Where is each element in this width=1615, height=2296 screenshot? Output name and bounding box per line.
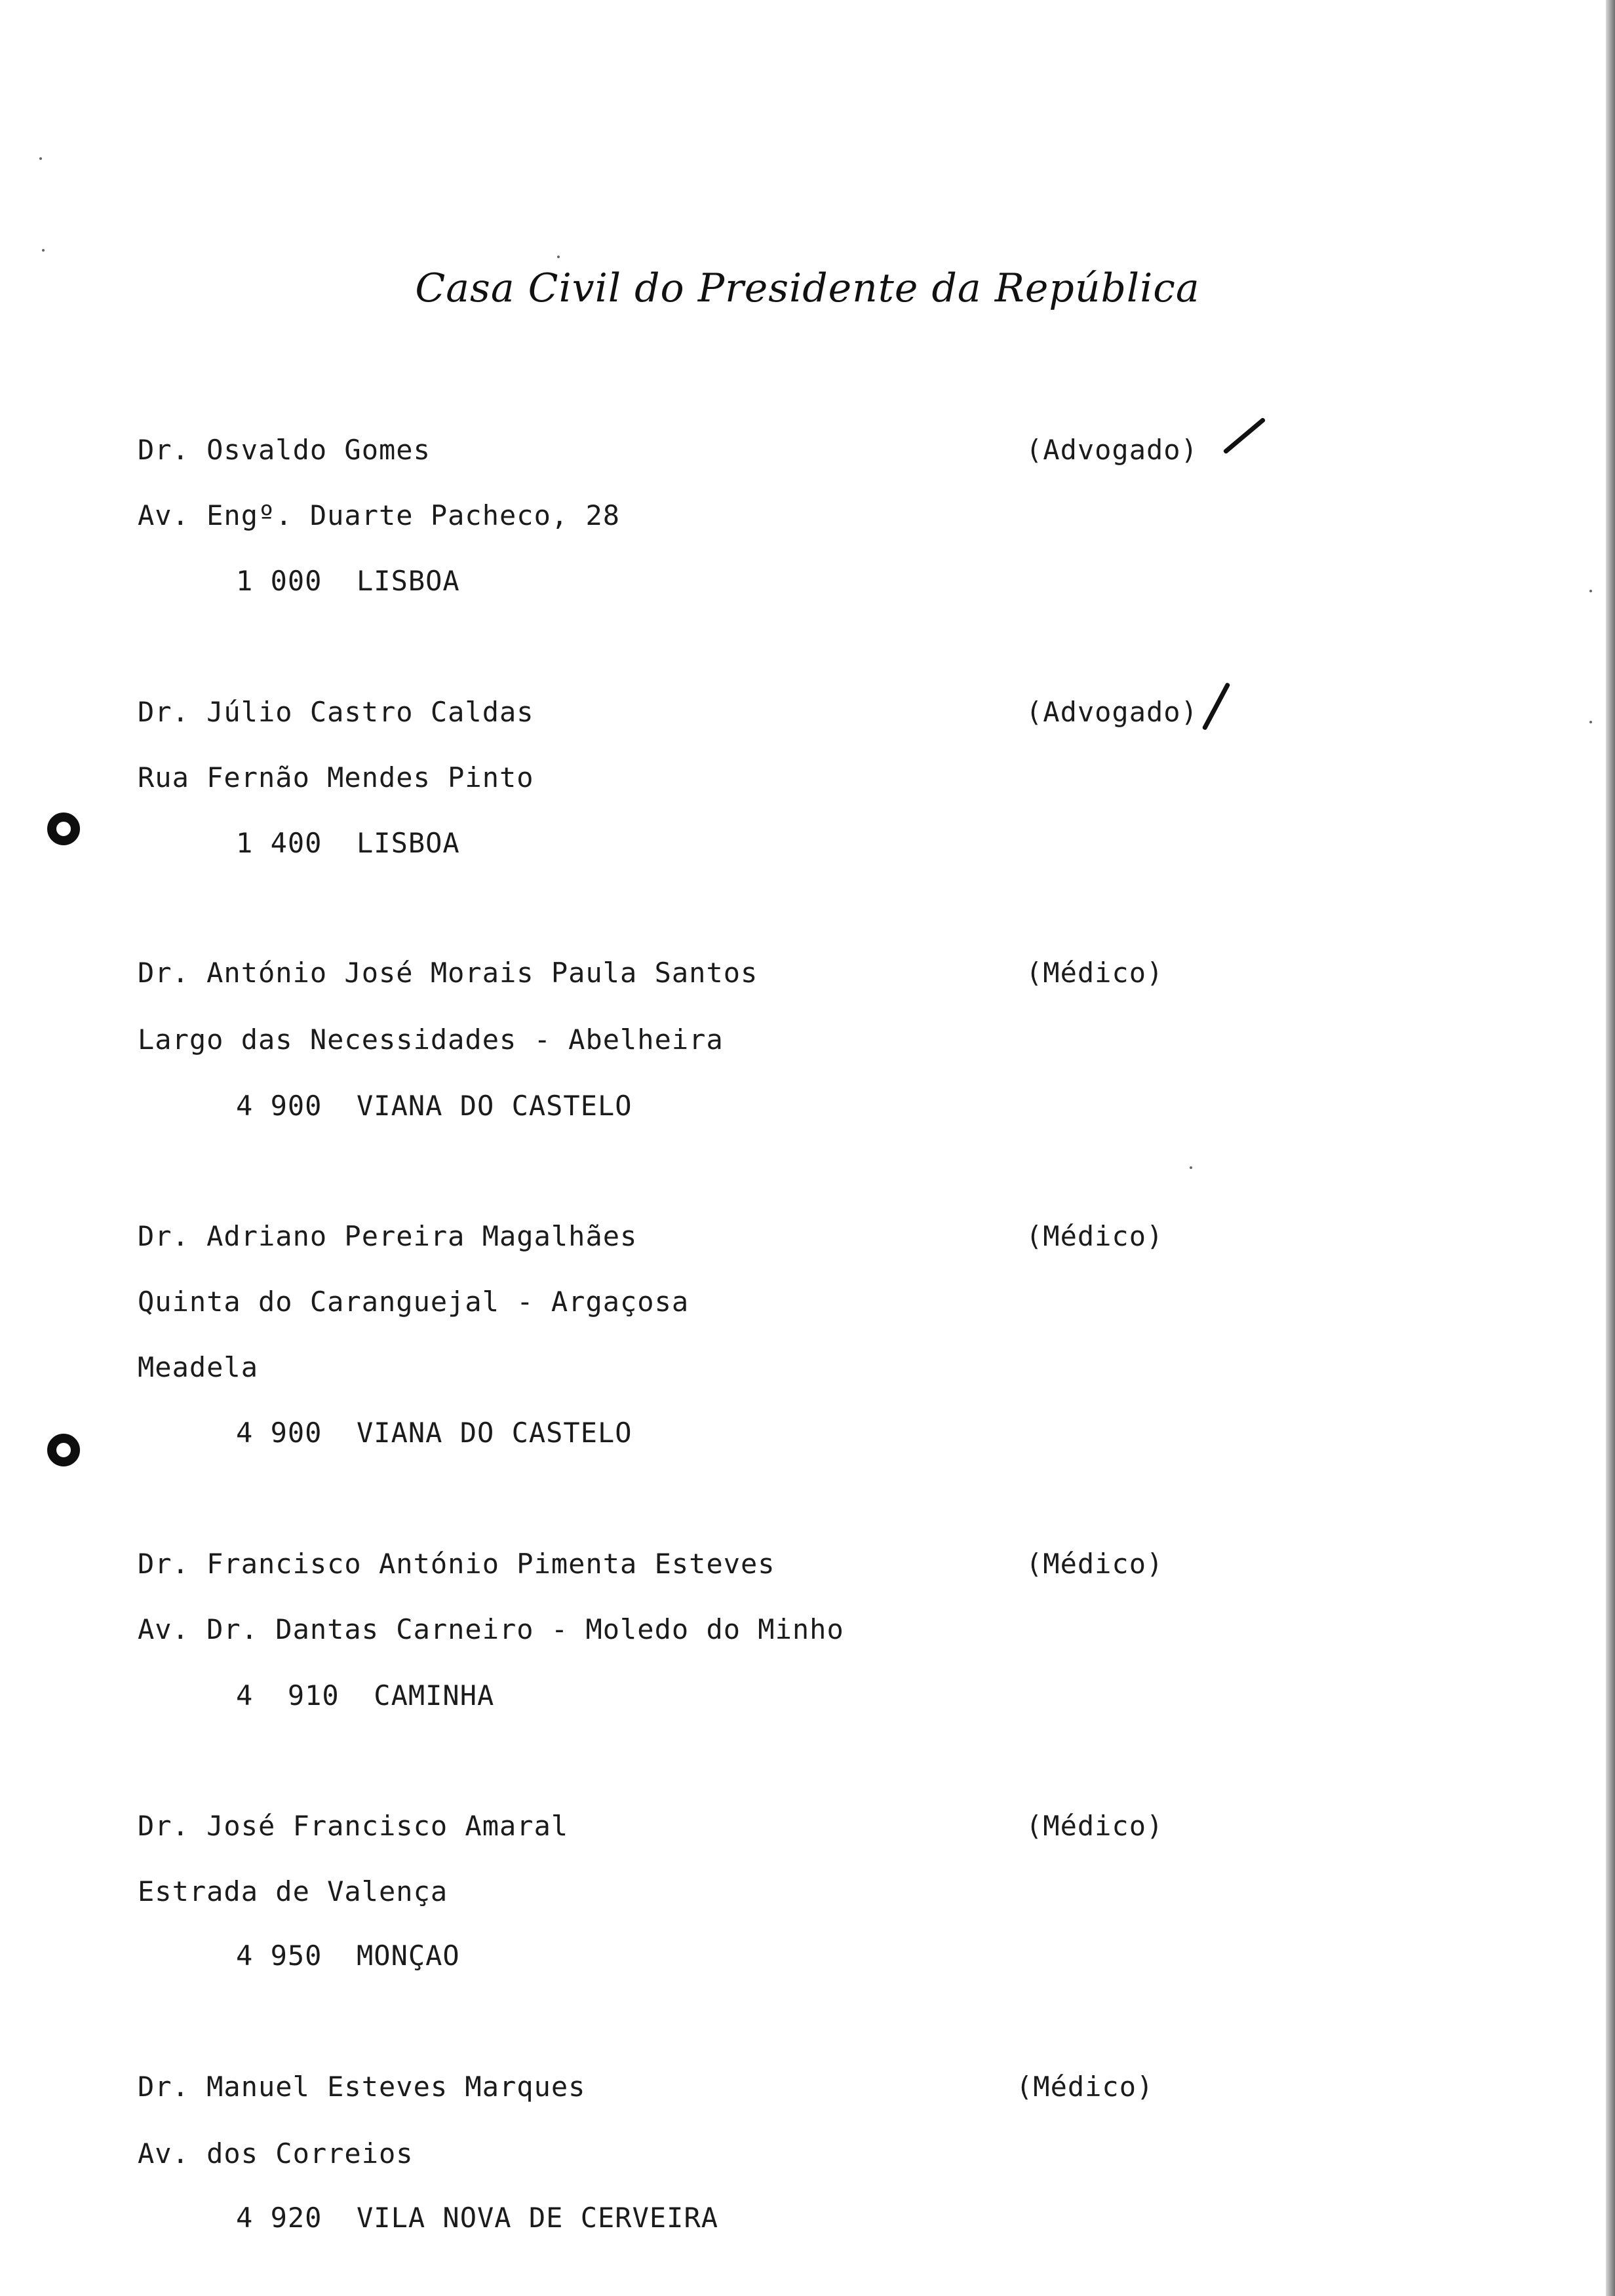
entry-city: 1 400 LISBOA: [236, 827, 460, 859]
entry-profession: (Advogado): [1026, 434, 1198, 466]
entry-address-line: Largo das Necessidades - Abelheira: [138, 1024, 724, 1056]
entry-city: 4 910 CAMINHA: [236, 1679, 495, 1712]
check-mark-icon: [1223, 417, 1266, 455]
entry-name: Dr. Osvaldo Gomes: [138, 434, 431, 466]
scan-speck: [1589, 590, 1592, 592]
entry-address-line: Av. Dr. Dantas Carneiro - Moledo do Minho: [138, 1613, 844, 1645]
punch-hole: [47, 813, 80, 845]
check-mark-icon: [1202, 682, 1231, 731]
entry-name: Dr. Francisco António Pimenta Esteves: [138, 1548, 775, 1580]
letterhead-title: Casa Civil do Presidente da República: [415, 265, 1200, 311]
entry-city: 4 950 MONÇAO: [236, 1940, 460, 1972]
entry-name: Dr. José Francisco Amaral: [138, 1810, 569, 1842]
entry-profession: (Advogado): [1026, 696, 1198, 728]
entry-city: 1 000 LISBOA: [236, 565, 460, 597]
entry-profession: (Médico): [1026, 957, 1164, 989]
entry-name: Dr. Manuel Esteves Marques: [138, 2071, 586, 2103]
entry-name: Dr. Júlio Castro Caldas: [138, 696, 534, 728]
entry-city: 4 900 VIANA DO CASTELO: [236, 1417, 632, 1449]
entry-address-line: Meadela: [138, 1351, 259, 1383]
entry-address-line: Av. dos Correios: [138, 2137, 414, 2170]
scan-speck: [42, 249, 45, 252]
punch-hole: [47, 1434, 80, 1466]
entry-address-line: Av. Engº. Duarte Pacheco, 28: [138, 499, 621, 531]
entry-profession: (Médico): [1016, 2071, 1154, 2103]
entry-address-line: Estrada de Valença: [138, 1875, 448, 1907]
entry-profession: (Médico): [1026, 1548, 1164, 1580]
entry-name: Dr. Adriano Pereira Magalhães: [138, 1220, 638, 1252]
entry-address-line: Rua Fernão Mendes Pinto: [138, 761, 534, 794]
entry-profession: (Médico): [1026, 1220, 1164, 1252]
scan-speck: [39, 157, 42, 160]
entry-profession: (Médico): [1026, 1810, 1164, 1842]
page-edge-shadow: [1606, 0, 1615, 2296]
entry-city: 4 900 VIANA DO CASTELO: [236, 1090, 632, 1122]
scan-speck: [1589, 721, 1592, 723]
entry-name: Dr. António José Morais Paula Santos: [138, 957, 758, 989]
entry-city: 4 920 VILA NOVA DE CERVEIRA: [236, 2202, 719, 2234]
entry-address-line: Quinta do Caranguejal - Argaçosa: [138, 1286, 690, 1318]
scan-speck: [557, 256, 560, 258]
scan-speck: [1190, 1166, 1192, 1169]
